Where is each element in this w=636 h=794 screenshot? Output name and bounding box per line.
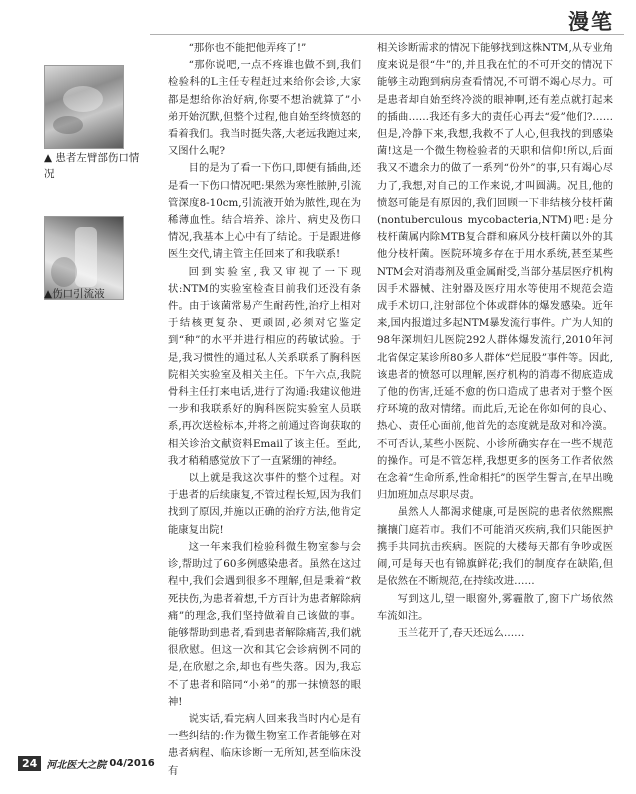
figure-caption-2: ▲伤口引流液 bbox=[44, 288, 105, 300]
magazine-name: 河北医大之院 bbox=[46, 760, 107, 771]
paragraph: “那你说吧,一点不疼谁也做不到,我们检验科的L主任专程赶过来给你会诊,大家都是想给你治好病,你要不想治就算了”小弟开始沉默,但整个过程,他自始至终愤怒的看着我们。我当时挺失落,大老远我跑过来,又图什么呢? bbox=[168, 59, 361, 158]
page-footer bbox=[18, 756, 155, 771]
paragraph: “那你也不能把他弄疼了!” bbox=[188, 42, 307, 54]
paragraph: 说实话,看完病人回来我当时内心是有一些纠结的:作为微生物室工作者能够在对患者病程、临床诊断一无所知,甚至临床没有 bbox=[168, 712, 361, 777]
issue-number: 04/2016 bbox=[109, 758, 155, 769]
paragraph: 相关诊断需求的情况下能够找到这株NTM,从专业角度来说是很“牛”的,并且我在忙的不可开交的情况下能够主动跑到病房查看情况,不可谓不竭心尽力。可是患者却自始至终冷淡的眼神啊,还有差点就打起来的插曲……我还有多大的责任心再去“爱”他们?……但是,冷静下来,我想,我救不了人心,但我找的到感染菌!这是一个微生物检验者的天职和信仰!所以,后面我又不遗余力的做了一系列“份外”的事,只有竭心尽力了,我想,对自己的工作来说,才叫圆满。况且,他的愤怒可能是有原因的,我们回顾一下非结核分枝杆菌(nontuberculous mycobacteria,NTM)吧:是分枝杆菌属内除MTB复合群和麻风分枝杆菌以外的其他分枝杆菌。医院环境多存在于用水系统,甚至某些NTM会对消毒剂及重金属耐受,当部分基层医疗机构因手术器械、注射器及医疗用水等使用不规范会造成手术切口,注射部位个体或群体的爆发感染。近年来,国内报道过多起NTM暴发流行事件。广为人知的98年深圳妇儿医院292人群体爆发流行,2010年河北省保定某诊所80多人群体“烂屁股”事件等。因此,该患者的愤怒可以理解,医疗机构的消毒不彻底造成了他的伤害,迁延不愈的伤口造成了患者对于整个医疗环境的敌对情绪。而此后,无论在你如何的良心、热心、责任心面前,他首先的态度就是敌对和冷漠。不可否认,某些小医院、小诊所确实存在一些不规范的操作。可是不管怎样,我想更多的医务工作者依然在念着“生命所系,性命相托”的医学生誓言,在早出晚归加班加点尽职尽责。 bbox=[377, 42, 613, 502]
paragraph: 目的是为了看一下伤口,即便有插曲,还是看一下伤口情况吧:果然为寒性脓肿,引流管深度8-10cm,引流液开始为脓性,现在为稀薄血性。结合培养、涂片、病史及伤口情况,我基本上心中有了结论。于是跟进修医生交代,请主管主任回来了和我联系! bbox=[168, 162, 361, 261]
paragraph: 写到这儿,望一眼窗外,雾霾散了,窗下广场依然车流如注。 bbox=[377, 592, 613, 622]
figure-caption-1: ▲ 患者左臂部伤口情况 bbox=[44, 152, 140, 180]
section-title: 漫笔 bbox=[568, 10, 614, 34]
paragraph: 以上就是我这次事件的整个过程。对于患者的后续康复,不管过程长短,因为我们找到了原因,并施以正确的治疗方法,他肯定能康复出院! bbox=[168, 472, 361, 536]
paragraph: 虽然人人都渴求健康,可是医院的患者依然熙熙攘攘门庭若市。我们不可能消灭疾病,我们只能医护携手共同抗击疾病。医院的大楼每天都有争吵或医闹,可是每天也有锦旗鲜花;我们的制度存在缺陷,但是依然在不断规范,在持续改进…… bbox=[377, 506, 613, 588]
paragraph: 这一年来我们检验科微生物室参与会诊,帮助过了60多例感染患者。虽然在这过程中,我们会遇到很多不理解,但是秉着“救死扶伤,为患者着想,千方百计为患者解除病痛”的理念,我们坚持做着自己该做的事。能够帮助到患者,看到患者解除痛苦,我们就很欣慰。但这一次和其它会诊病例不同的是,在欣慰之余,却也有些失落。因为,我忘不了患者和陪同“小弟”的那一抹愤怒的眼神! bbox=[168, 540, 361, 708]
page-number: 24 bbox=[18, 756, 41, 771]
wound-photo bbox=[44, 65, 124, 149]
header-divider bbox=[150, 34, 624, 35]
paragraph: 玉兰花开了,春天还远么…… bbox=[397, 626, 525, 639]
paragraph: 回到实验室,我又审视了一下现状:NTM的实验室检查目前我们还没有条件。由于该菌常易产生耐药性,治疗上相对于结核更复杂、更顽固,必须对它鉴定到“种”的水平并进行相应的药敏试验。于是,我习惯性的通过私人关系联系了胸科医院相关实验室及相关主任。下午六点,我院骨科主任打来电话,进行了沟通:我建议他进一步和我联系好的胸科医院实验室人员联系,再次送检标本,并将之前通过咨询获取的相关诊治文献资料Email了该主任。至此,我才稍稍感觉放下了一直紧绷的神经。 bbox=[168, 265, 361, 467]
article-column-1 bbox=[168, 40, 361, 777]
article-column-2 bbox=[377, 40, 613, 748]
